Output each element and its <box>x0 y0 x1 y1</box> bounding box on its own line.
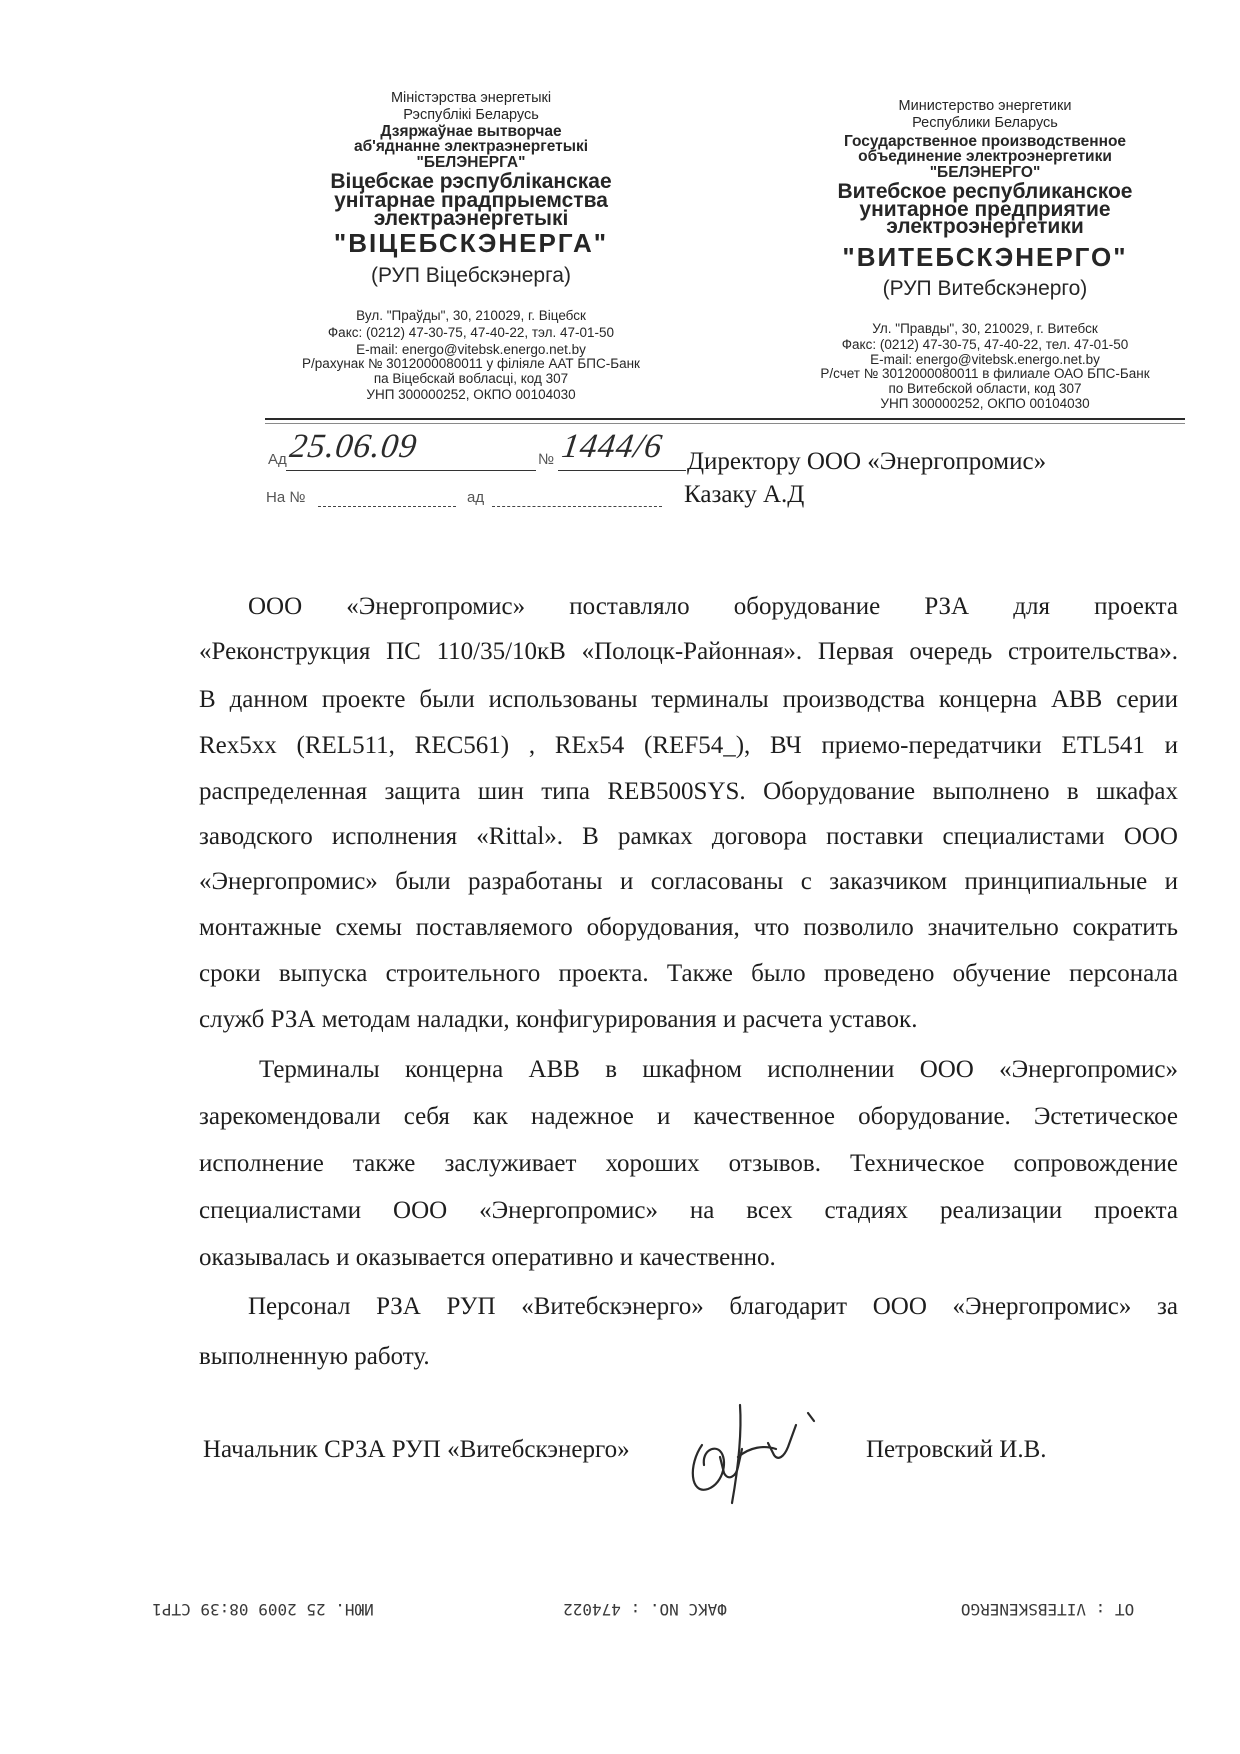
association-line: объединение электроэнергетики <box>858 148 1112 165</box>
organization-short-name: (РУП Віцебскэнерга) <box>371 264 571 287</box>
contact-line: па Віцебскай вобласці, код 307 <box>373 371 569 386</box>
handwritten-signature <box>680 1385 830 1510</box>
association-line: Дзяржаўнае вытворчае <box>380 123 562 140</box>
ministry-line: Министерство энергетики <box>898 98 1072 114</box>
body-line: «Энергопромис» были разработаны и согласованы с заказчиком принципиальные и <box>199 868 1178 895</box>
body-line: ООО «Энергопромис» поставляло оборудование РЗА для проекта <box>248 593 1178 620</box>
contact-line: УНП 300000252, ОКПО 00104030 <box>880 396 1090 411</box>
contact-line: по Витебской области, код 307 <box>888 381 1082 396</box>
enterprise-line: унитарное предприятие <box>859 198 1111 221</box>
reply-number-label: На № <box>266 489 306 506</box>
body-line: распределенная защита шин типа REB500SYS. Оборудование выполнено в шкафах <box>199 778 1178 805</box>
body-line: монтажные схемы поставляемого оборудования, что позволило значительно сократить <box>199 914 1178 941</box>
organization-name: "ВИТЕБСКЭНЕРГО" <box>842 242 1128 272</box>
handwritten-number: 1444/6 <box>559 428 666 465</box>
reply-number-line <box>318 506 456 507</box>
body-line: зарекомендовали себя как надежное и качественное оборудование. Эстетическое <box>199 1103 1178 1130</box>
body-line: служб РЗА методам наладки, конфигурирования и расчета уставок. <box>199 1006 918 1033</box>
body-line: Rex5xx (REL511, REC561) , REx54 (REF54_), ВЧ приемо-передатчики ETL541 и <box>199 732 1178 759</box>
signatory-name: Петровский И.В. <box>866 1436 1047 1463</box>
ministry-line: Міністэрства энергетыкі <box>390 90 552 106</box>
enterprise-line: электроэнергетики <box>886 215 1084 238</box>
reply-date-label: ад <box>467 489 485 506</box>
contact-line: Факс: (0212) 47-30-75, 47-40-22, тэл. 47-01-50 <box>327 325 615 340</box>
body-line: выполненную работу. <box>199 1343 430 1370</box>
contact-line: Р/рахунак № 3012000080011 у філіяле ААТ БПС-Банк <box>302 356 640 371</box>
fax-number: ФАКС NO. : 474022 <box>563 1600 727 1619</box>
contact-line: УНП 300000252, ОКПО 00104030 <box>366 387 576 402</box>
association-line: аб'яднанне электраэнергетыкі <box>353 138 589 155</box>
enterprise-line: Віцебскае рэспубліканскае <box>330 170 612 193</box>
letterhead-divider <box>265 418 1185 420</box>
ministry-line: Республики Беларусь <box>912 115 1058 131</box>
body-line: Терминалы концерна ABB в шкафном исполнении ООО «Энергопромис» <box>259 1056 1178 1083</box>
association-line: Государственное производственное <box>843 133 1127 150</box>
contact-line: Р/счет № 3012000080011 в филиале ОАО БПС-Банк <box>820 366 1150 381</box>
date-underline <box>286 470 536 471</box>
enterprise-line: электраэнергетыкі <box>373 207 569 230</box>
organization-name: "ВІЦЕБСКЭНЕРГА" <box>333 228 609 258</box>
ministry-line: Рэспублікі Беларусь <box>403 107 539 123</box>
addressee-line: Директору ООО «Энергопромис» <box>687 448 1047 475</box>
body-line: исполнение также заслуживает хороших отзывов. Техническое сопровождение <box>199 1150 1178 1177</box>
association-line: "БЕЛЭНЕРГА" <box>416 154 526 171</box>
body-line: Персонал РЗА РУП «Витебскэнерго» благодарит ООО «Энергопромис» за <box>248 1293 1178 1320</box>
reply-date-line <box>492 506 662 507</box>
handwritten-date: 25.06.09 <box>287 428 420 465</box>
date-label: Ад <box>268 451 287 468</box>
number-underline <box>558 470 686 471</box>
body-line: сроки выпуска строительного проекта. Также было проведено обучение персонала <box>199 960 1178 987</box>
fax-sender: OT : VITEBSKENERGO <box>960 1600 1135 1619</box>
body-line: В данном проекте были использованы терминалы производства концерна ABB серии <box>199 686 1178 713</box>
enterprise-line: унітарнае прадпрыемства <box>334 189 608 212</box>
body-line: «Реконструкция ПС 110/35/10кВ «Полоцк-Районная». Первая очередь строительства». <box>199 638 1178 665</box>
association-line: "БЕЛЭНЕРГО" <box>929 164 1041 181</box>
contact-line: Факс: (0212) 47-30-75, 47-40-22, тел. 47-01-50 <box>841 337 1129 352</box>
signatory-position: Начальник СРЗА РУП «Витебскэнерго» <box>203 1436 630 1463</box>
letterhead-divider-thin <box>265 423 1185 424</box>
addressee-line: Казаку А.Д <box>684 481 805 508</box>
contact-line: E-mail: energo@vitebsk.energo.net.by <box>356 342 586 357</box>
body-line: заводского исполнения «Rittal». В рамках договора поставки специалистами ООО <box>199 823 1178 850</box>
body-line: оказывалась и оказывается оперативно и качественно. <box>199 1244 776 1271</box>
contact-line: Вул. "Праўды", 30, 210029, г. Віцебск <box>356 308 586 323</box>
fax-date-page: ИЮН. 25 2009 08:39 СТР1 <box>152 1600 374 1619</box>
body-line: специалистами ООО «Энергопромис» на всех стадиях реализации проекта <box>199 1197 1178 1224</box>
organization-short-name: (РУП Витебскэнерго) <box>882 277 1088 300</box>
contact-line: E-mail: energo@vitebsk.energo.net.by <box>870 352 1100 367</box>
contact-line: Ул. "Правды", 30, 210029, г. Витебск <box>872 321 1098 336</box>
number-label: № <box>538 451 555 468</box>
enterprise-line: Витебское республиканское <box>837 180 1133 203</box>
